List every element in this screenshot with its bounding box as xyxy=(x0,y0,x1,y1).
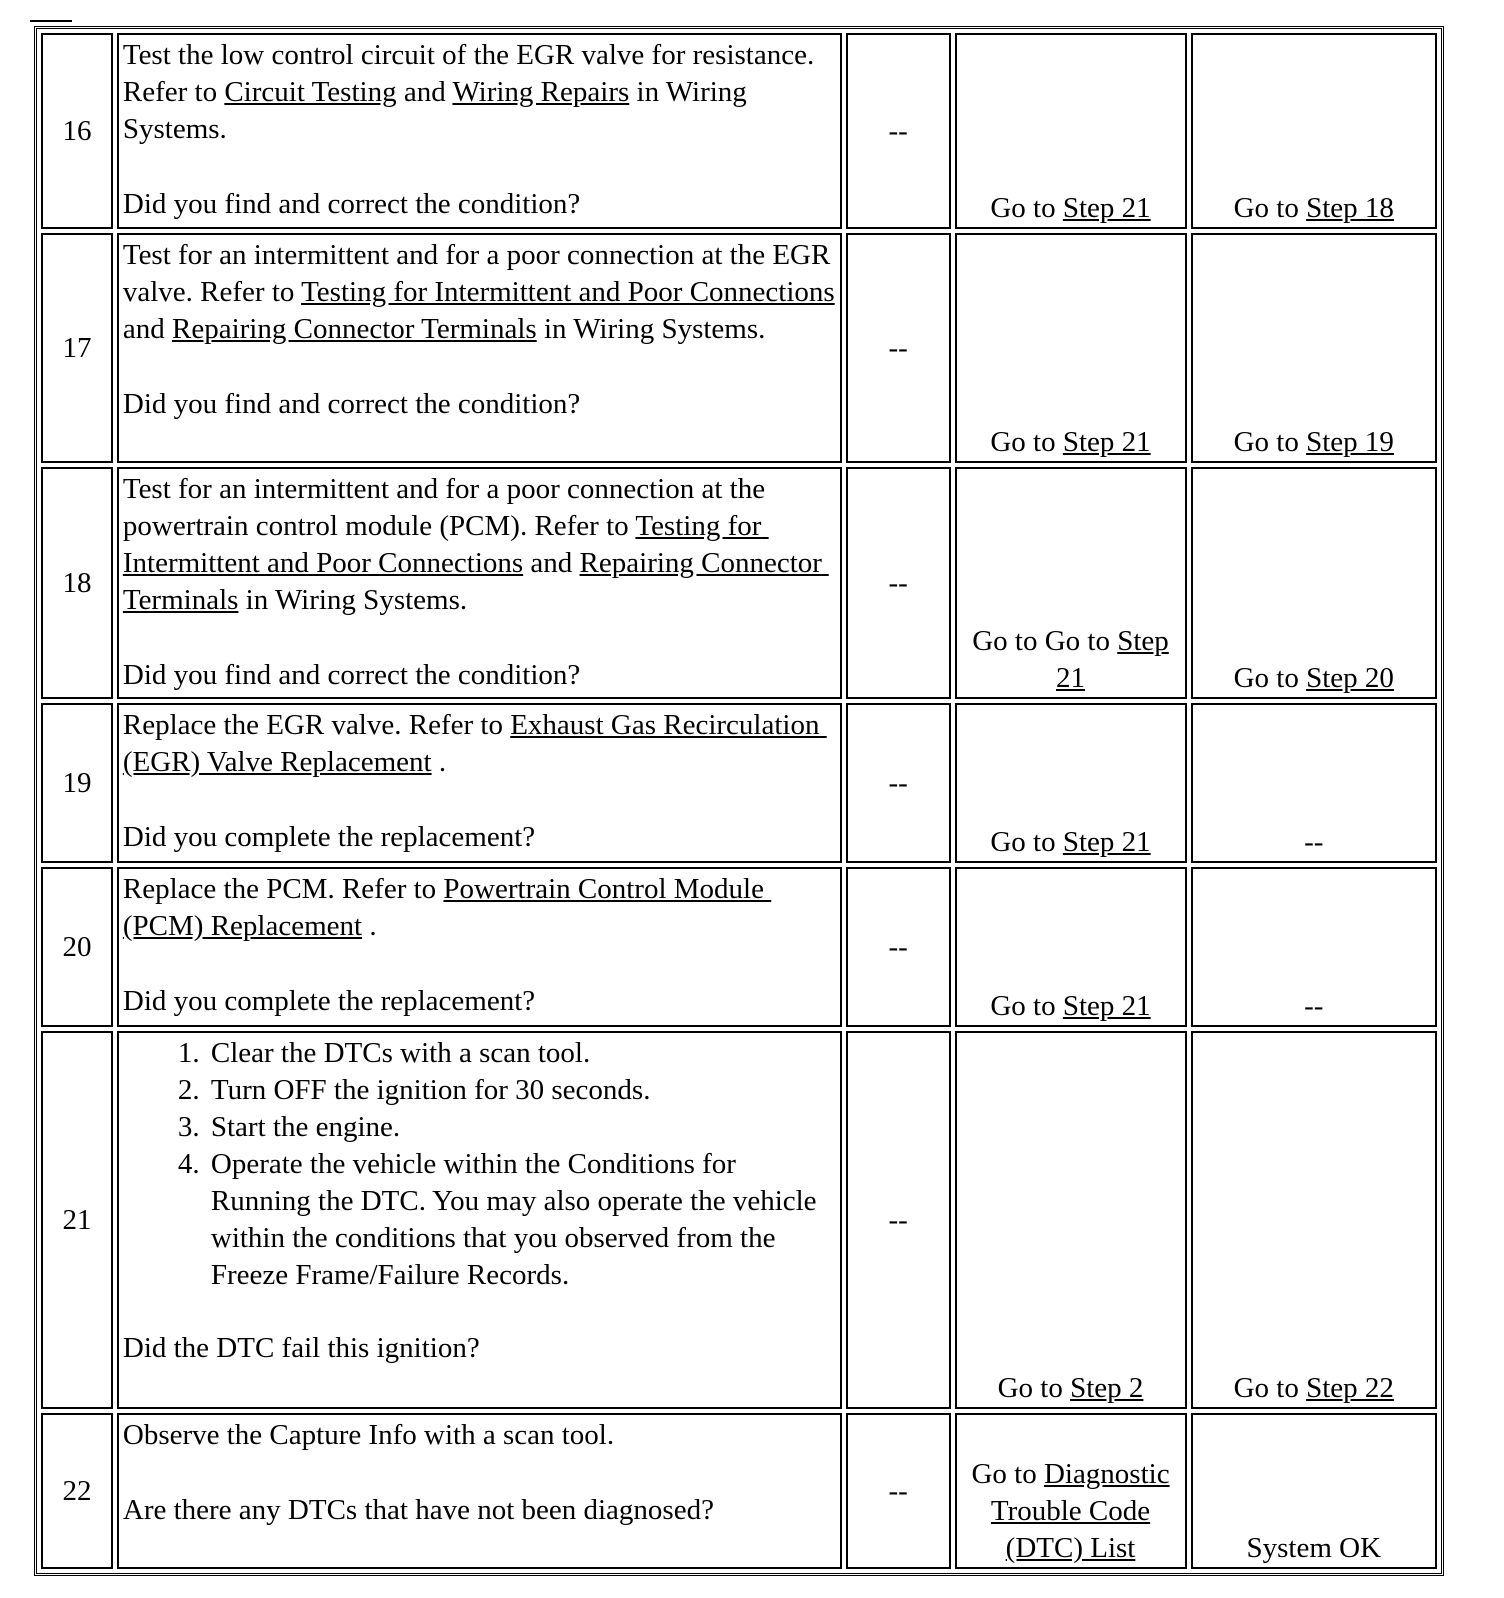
yes-cell xyxy=(955,1031,1187,1409)
no-cell: System OK xyxy=(1191,1413,1437,1569)
go-to-step-link[interactable]: Step 2 xyxy=(1070,1372,1144,1404)
question-text: Did you find and correct the condition? xyxy=(122,659,581,691)
action-cell xyxy=(117,467,842,699)
value-cell: -- xyxy=(846,1413,951,1569)
yes-prefix: Go to xyxy=(971,1458,1044,1490)
go-to-step-link[interactable]: Step 21 xyxy=(1062,826,1151,858)
no-prefix: Go to xyxy=(1233,192,1307,224)
yes-prefix: Go to xyxy=(990,826,1063,858)
step-number: 21 xyxy=(41,1031,113,1409)
action-text-part: and xyxy=(122,276,842,345)
go-to-step-link[interactable]: Step 22 xyxy=(1306,1372,1394,1404)
question-text: Did you find and correct the condition? xyxy=(122,188,581,220)
list-item: 2. Turn OFF the ignition for 30 seconds. xyxy=(207,1072,836,1109)
egr-valve-replacement-link[interactable]: Exhaust Gas Recirculation (EGR) Valve Replacement xyxy=(122,709,827,778)
repairing-connector-link[interactable]: Repairing Connector Terminals xyxy=(122,547,829,616)
value-cell: -- xyxy=(846,233,951,463)
value-cell: -- xyxy=(846,33,951,229)
yes-prefix: Go to Go to xyxy=(972,625,1118,657)
yes-prefix: Go to xyxy=(990,192,1063,224)
question-text: Are there any DTCs that have not been diagnosed? xyxy=(122,1494,714,1526)
go-to-step-link[interactable]: Step 21 xyxy=(1062,990,1151,1022)
action-text-part: Test for an intermittent and for a poor connection at the EGR valve. Refer to xyxy=(122,239,838,308)
no-cell xyxy=(1191,233,1437,463)
action-text-part: in Wiring Systems. xyxy=(238,584,468,616)
action-text-part: in Wiring Systems. xyxy=(122,76,755,145)
action-text-part: Test for an intermittent and for a poor connection at the powertrain control module (PCM). Refer to xyxy=(122,473,773,542)
action-text-part: . xyxy=(362,910,377,942)
value-cell: -- xyxy=(846,1031,951,1409)
table-row-18 xyxy=(41,467,1437,699)
step-number: 19 xyxy=(41,703,113,863)
yes-cell xyxy=(955,867,1187,1027)
value-cell: -- xyxy=(846,867,951,1027)
table-row-16 xyxy=(41,33,1437,229)
pcm-replacement-link[interactable]: Powertrain Control Module (PCM) Replacement xyxy=(122,873,772,942)
testing-intermittent-link[interactable]: Testing for Intermittent and Poor Connections xyxy=(122,510,769,579)
action-cell xyxy=(117,33,842,229)
action-cell xyxy=(117,1031,842,1409)
wiring-repairs-link[interactable]: Wiring Repairs xyxy=(452,76,630,108)
action-text: Observe the Capture Info with a scan tool. xyxy=(122,1419,615,1451)
no-cell xyxy=(1191,467,1437,699)
table-row-20 xyxy=(41,867,1437,1027)
yes-cell xyxy=(955,1413,1187,1569)
go-to-step-link[interactable]: Step 21 xyxy=(1062,426,1151,458)
go-to-step-link[interactable]: Step 18 xyxy=(1306,192,1394,224)
no-prefix: Go to xyxy=(1233,426,1307,458)
no-cell: -- xyxy=(1191,867,1437,1027)
action-text xyxy=(122,237,842,348)
step-number: 16 xyxy=(41,33,113,229)
procedure-list xyxy=(123,1035,836,1294)
yes-prefix: Go to xyxy=(997,1372,1071,1404)
action-text-part: and xyxy=(523,547,580,579)
no-prefix: Go to xyxy=(1233,1372,1307,1404)
yes-cell xyxy=(955,33,1187,229)
table-row-22 xyxy=(41,1413,1437,1569)
list-item: 1. Clear the DTCs with a scan tool. xyxy=(207,1035,836,1072)
question-text: Did the DTC fail this ignition? xyxy=(122,1332,480,1364)
no-cell xyxy=(1191,1031,1437,1409)
no-cell: -- xyxy=(1191,703,1437,863)
action-text-part: and xyxy=(396,76,453,108)
question-text: Did you find and correct the condition? xyxy=(122,388,581,420)
action-cell xyxy=(117,233,842,463)
table-row-21 xyxy=(41,1031,1437,1409)
top-rule xyxy=(30,20,72,22)
testing-intermittent-link[interactable]: Testing for Intermittent and Poor Connections xyxy=(301,276,835,308)
no-prefix: Go to xyxy=(1233,662,1307,694)
go-to-step-link[interactable]: Step 20 xyxy=(1306,662,1394,694)
yes-cell xyxy=(955,467,1187,699)
list-item: 3. Start the engine. xyxy=(207,1109,836,1146)
go-to-step-link[interactable]: Step 21 xyxy=(1062,192,1151,224)
step-number: 18 xyxy=(41,467,113,699)
yes-cell xyxy=(955,233,1187,463)
action-text xyxy=(123,707,836,781)
table-row-19 xyxy=(41,703,1437,863)
step-number: 20 xyxy=(41,867,113,1027)
value-cell: -- xyxy=(846,703,951,863)
action-text xyxy=(123,37,836,148)
yes-prefix: Go to xyxy=(990,990,1063,1022)
value-cell: -- xyxy=(846,467,951,699)
action-cell xyxy=(117,867,842,1027)
action-cell xyxy=(117,1413,842,1569)
yes-cell xyxy=(955,703,1187,863)
diagnostic-table xyxy=(34,26,1444,1576)
step-number: 22 xyxy=(41,1413,113,1569)
action-text-part: Replace the PCM. Refer to xyxy=(122,873,444,905)
action-text-part: Test the low control circuit of the EGR valve for resistance. Refer to xyxy=(122,39,822,108)
action-text xyxy=(123,871,836,945)
action-text-part: . xyxy=(431,746,447,778)
action-cell xyxy=(117,703,842,863)
go-to-step-link[interactable]: Step 19 xyxy=(1306,426,1394,458)
go-to-step-link[interactable]: Step 21 xyxy=(1056,625,1169,694)
repairing-connector-link[interactable]: Repairing Connector Terminals xyxy=(172,313,537,345)
question-text: Did you complete the replacement? xyxy=(122,985,536,1017)
no-cell xyxy=(1191,33,1437,229)
step-number: 17 xyxy=(41,233,113,463)
question-text: Did you complete the replacement? xyxy=(122,821,536,853)
action-text xyxy=(123,471,836,619)
circuit-testing-link[interactable]: Circuit Testing xyxy=(224,76,397,108)
dtc-list-link[interactable]: Diagnostic Trouble Code (DTC) List xyxy=(990,1458,1170,1564)
yes-prefix: Go to xyxy=(990,426,1063,458)
list-item: 4. Operate the vehicle within the Conditions for Running the DTC. You may also operate the vehicle within the conditions that you observed from the Freeze Frame/Failure Records. xyxy=(207,1146,836,1294)
table-row-17 xyxy=(41,233,1437,463)
action-text-part: in Wiring Systems. xyxy=(536,313,766,345)
action-text-part: Replace the EGR valve. Refer to xyxy=(122,709,511,741)
